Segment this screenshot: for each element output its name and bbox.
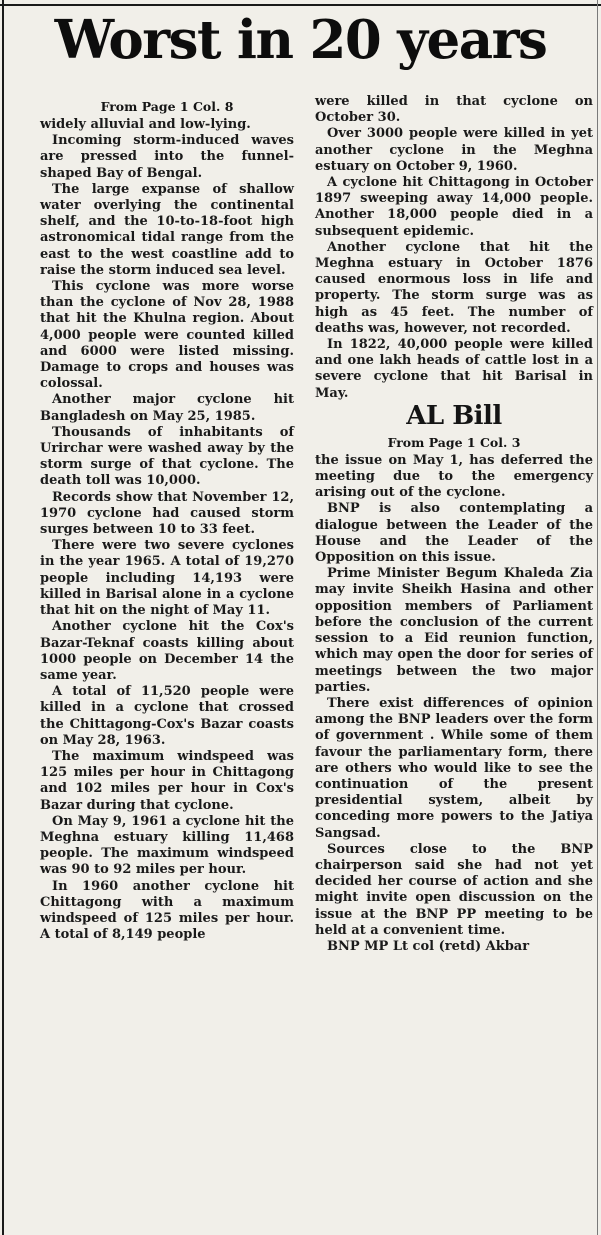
left-rule bbox=[2, 0, 4, 1235]
paragraph: the issue on May 1, has deferred the meeting due to the emergency arising out of the cyclone. bbox=[315, 452, 593, 501]
article-column-1 bbox=[40, 94, 294, 943]
paragraph: Incoming storm-induced waves are pressed into the funnel-shaped Bay of Bengal. bbox=[40, 133, 294, 181]
article-column-2 bbox=[315, 94, 593, 955]
paragraph: Another cyclone that hit the Meghna estuary in October 1876 caused enormous loss in life and property. The storm surge was as high as 45 feet. The number of deaths was, however, not recorded. bbox=[315, 239, 593, 336]
paragraph: Another major cyclone hit Bangladesh on May 25, 1985. bbox=[40, 392, 294, 424]
paragraph: This cyclone was more worse than the cyclone of Nov 28, 1988 that hit the Khulna region. About 4,000 people were counted killed and 6000 were listed missing. Damage to crops and houses was colossal. bbox=[40, 279, 294, 392]
paragraph: A total of 11,520 people were killed in a cyclone that crossed the Chittagong-Cox's Bazar coasts on May 28, 1963. bbox=[40, 684, 294, 748]
paragraph: Thousands of inhabitants of Urirchar were washed away by the storm surge of that cyclone. The death toll was 10,000. bbox=[40, 424, 294, 489]
paragraph: BNP MP Lt col (retd) Akbar bbox=[327, 938, 530, 954]
paragraph: Records show that November 12, 1970 cyclone had caused storm surges between 10 to 33 feet. bbox=[40, 489, 294, 538]
paragraph: Over 3000 people were killed in yet another cyclone in the Meghna estuary on October 9, 1960. bbox=[315, 126, 593, 174]
paragraph: BNP is also contemplating a dialogue between the Leader of the House and the Leader of the Opposition on this issue. bbox=[315, 501, 593, 566]
jump-line-2: From Page 1 Col. 3 bbox=[387, 434, 521, 450]
paragraph: Another cyclone hit the Cox's Bazar-Teknaf coasts killing about 1000 people on December 14 the same year. bbox=[40, 619, 294, 683]
paragraph: The maximum windspeed was 125 miles per hour in Chittagong and 102 miles per hour in Cox's Bazar during that cyclone. bbox=[40, 748, 294, 813]
paragraph: There exist differences of opinion among the BNP leaders over the form of government . While some of them favour the parliamentary form, there are others who would like to see the continuation of the present presidential system, albeit by conceding more powers to the Jatiya Sangsad. bbox=[315, 695, 593, 841]
paragraph: A cyclone hit Chittagong in October 1897 sweeping away 14,000 people. Another 18,000 people died in a subsequent epidemic. bbox=[315, 175, 593, 239]
headline: Worst in 20 years bbox=[54, 9, 547, 71]
paragraph: were killed in that cyclone on October 30. bbox=[315, 94, 593, 126]
paragraph: widely alluvial and low-lying. bbox=[40, 117, 251, 132]
paragraph: Sources close to the BNP chairperson said she had not yet decided her course of action and she might invite open discussion on the issue at the BNP PP meeting to be held at a convenient time. bbox=[315, 841, 593, 938]
paragraph: Prime Minister Begum Khaleda Zia may invite Sheikh Hasina and other opposition members of Parliament before the conclusion of the current session to a Eid reunion function, which may open the door for series of meetings between the two major parties. bbox=[315, 566, 593, 695]
paragraph: In 1960 another cyclone hit Chittagong with a maximum windspeed of 125 miles per hour. A total of 8,149 people bbox=[40, 878, 294, 943]
paragraph: On May 9, 1961 a cyclone hit the Meghna estuary killing 11,468 people. The maximum windspeed was 90 to 92 miles per hour. bbox=[40, 813, 294, 878]
jump-line-1: From Page 1 Col. 8 bbox=[100, 99, 234, 114]
paragraph: In 1822, 40,000 people were killed and one lakh heads of cattle lost in a severe cyclone that hit Barisal in May. bbox=[315, 337, 593, 401]
subhead: AL Bill bbox=[406, 400, 502, 431]
right-rule bbox=[597, 0, 598, 1235]
paragraph: There were two severe cyclones in the year 1965. A total of 19,270 people including 14,193 were killed in Barisal alone in a cyclone that hit on the night of May 11. bbox=[40, 538, 294, 619]
paragraph: The large expanse of shallow water overlying the continental shelf, and the 10-to-18-foot high astronomical tidal range from the east to the west coastline add to raise the storm induced sea level. bbox=[40, 181, 294, 278]
